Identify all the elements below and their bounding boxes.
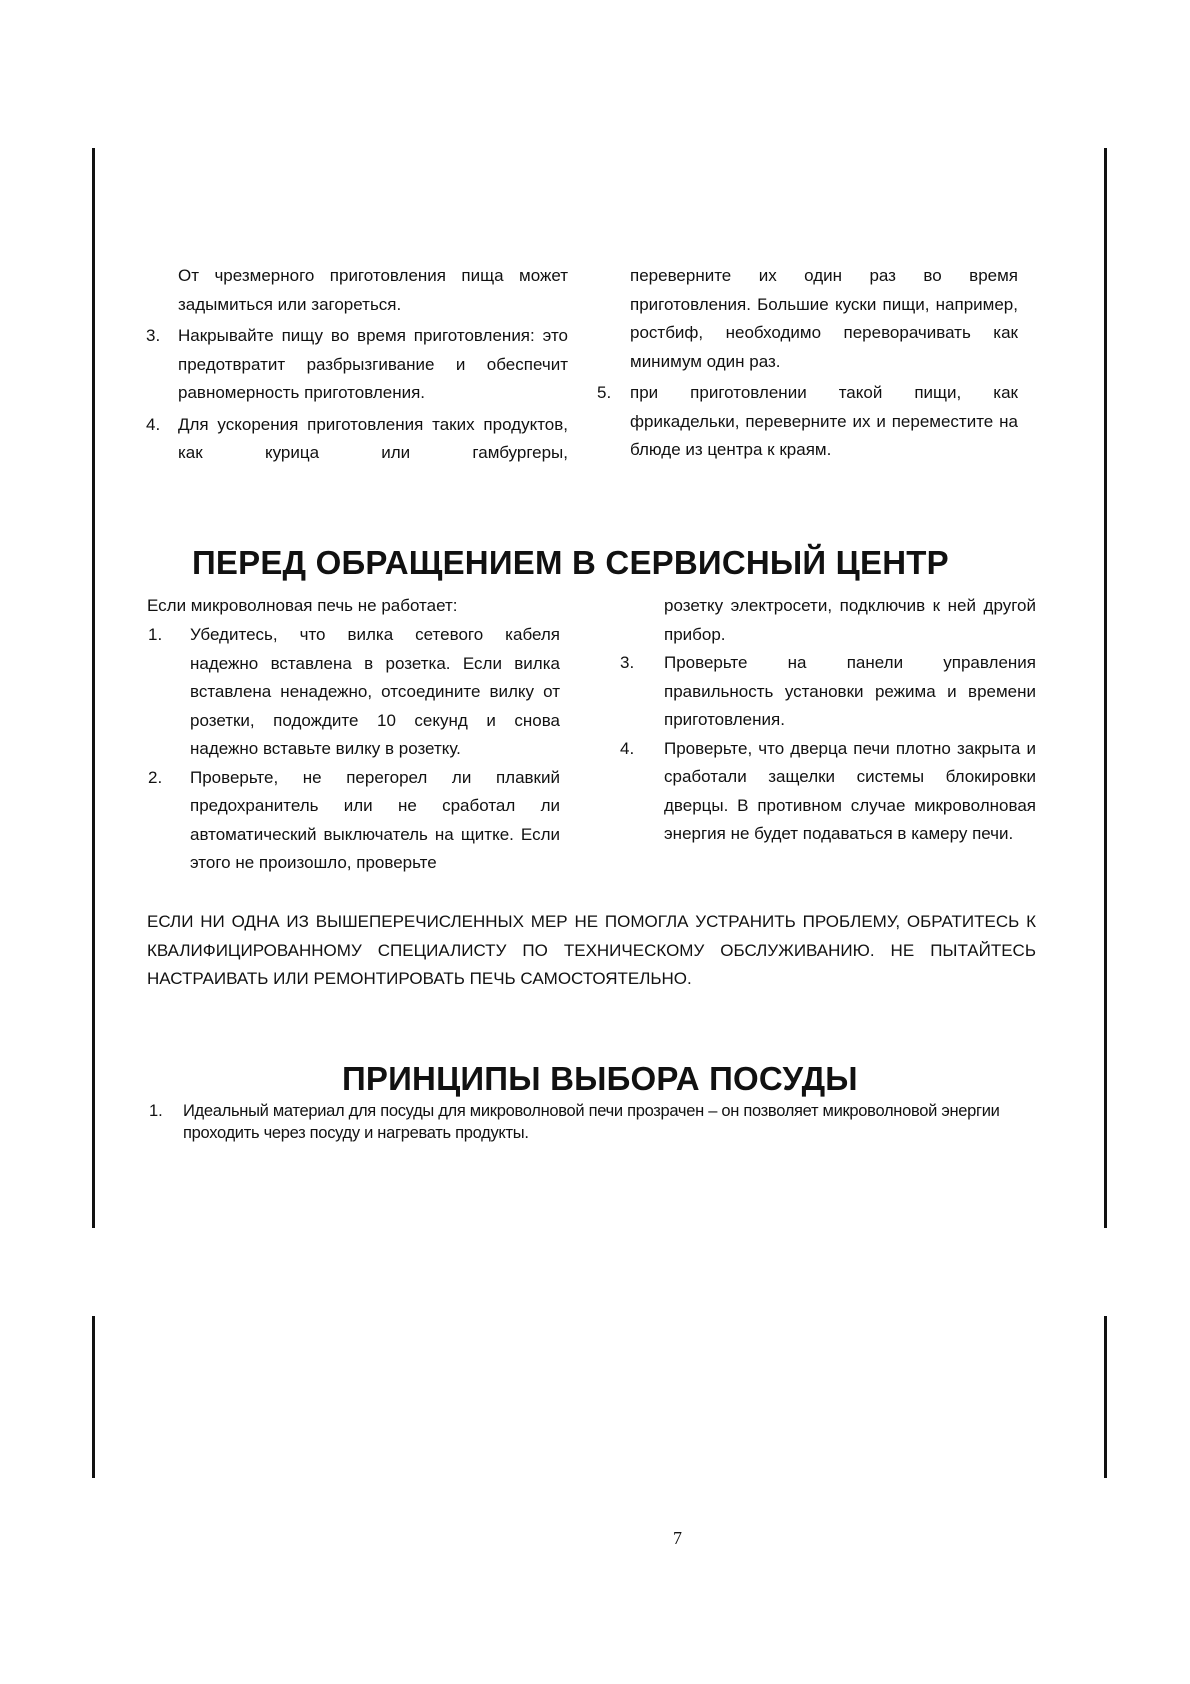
- service-step-text: Проверьте, что дверца печи плотно закрыта и сработали защелки системы блокировки дверцы. В противном случае микроволновая энергия не будет подаваться в камеру печи.: [664, 738, 1036, 843]
- list-item: [620, 649, 1036, 735]
- service-left-column: [148, 621, 560, 878]
- list-item: [620, 735, 1036, 849]
- left-margin-line-bottom: [92, 1316, 95, 1478]
- list-item: [178, 262, 568, 319]
- right-margin-line-top: [1104, 148, 1107, 1228]
- tip-text: переверните их один раз во время приготовления. Большие куски пищи, например, ростбиф, необходимо переворачивать как минимум один раз.: [630, 266, 1018, 371]
- list-number: 1.: [149, 1102, 163, 1120]
- list-item: [148, 764, 560, 878]
- list-item: [149, 1100, 1038, 1144]
- list-number: 4.: [620, 738, 635, 758]
- list-item: [146, 411, 568, 468]
- list-number: 4.: [146, 414, 161, 434]
- list-item: [146, 322, 568, 408]
- tips-right-column: [597, 262, 1018, 465]
- list-item: [664, 592, 1036, 649]
- list-number: 3.: [620, 653, 635, 672]
- list-number: 3.: [146, 326, 161, 345]
- list-item: [630, 262, 1018, 376]
- tip-text: Для ускорения приготовления таких продуктов, как курица или гамбургеры,: [178, 414, 568, 462]
- service-heading: ПЕРЕД ОБРАЩЕНИЕМ В СЕРВИСНЫЙ ЦЕНТР: [192, 544, 949, 581]
- tip-text: при приготовлении такой пищи, как фрикадельки, переверните их и переместите на блюде из центра к краям.: [630, 383, 1018, 459]
- service-step-text: Убедитесь, что вилка сетевого кабеля надежно вставлена в розетка. Если вилка вставлена ненадежно, отсоедините вилку от розетки, подождите 10 секунд и снова надежно вставьте вилку в розетку.: [190, 625, 560, 758]
- service-intro: Если микроволновая печь не работает:: [147, 596, 458, 615]
- tip-text: Накрывайте пищу во время приготовления: это предотвратит разбрызгивание и обеспечит равномерность приготовления.: [178, 326, 568, 402]
- left-margin-line-top: [92, 148, 95, 1228]
- list-item: [148, 621, 560, 764]
- service-step-text: Проверьте, не перегорел ли плавкий предохранитель или не сработал ли автоматический выключатель на щитке. Если этого не произошло, проверьте: [190, 767, 560, 872]
- service-step-text: Проверьте на панели управления правильность установки режима и времени приготовления.: [664, 653, 1036, 729]
- dishes-list: [149, 1100, 1038, 1144]
- tip-text: От чрезмерного приготовления пища может задымиться или загореться.: [178, 266, 568, 314]
- page-number: 7: [673, 1528, 682, 1548]
- service-right-column: [620, 592, 1036, 849]
- list-number: 5.: [597, 383, 612, 402]
- tips-left-column: [146, 262, 568, 468]
- right-margin-line-bottom: [1104, 1316, 1107, 1478]
- dishes-item-text: Идеальный материал для посуды для микроволновой печи прозрачен – он позволяет микроволновой энергии проходить через посуду и нагревать продукты.: [183, 1102, 1000, 1142]
- service-warning: ЕСЛИ НИ ОДНА ИЗ ВЫШЕПЕРЕЧИСЛЕННЫХ МЕР НЕ ПОМОГЛА УСТРАНИТЬ ПРОБЛЕМУ, ОБРАТИТЕСЬ К КВАЛИФИЦИРОВАННОМУ СПЕЦИАЛИСТУ ПО ТЕХНИЧЕСКОМУ ОБСЛУЖИВАНИЮ. НЕ ПЫТАЙТЕСЬ НАСТРАИВАТЬ ИЛИ РЕМОНТИРОВАТЬ ПЕЧЬ САМОСТОЯТЕЛЬНО.: [147, 912, 1036, 988]
- service-step-text: розетку электросети, подключив к ней другой прибор.: [664, 596, 1036, 644]
- dishes-heading: ПРИНЦИПЫ ВЫБОРА ПОСУДЫ: [342, 1060, 858, 1097]
- list-item: [597, 379, 1018, 465]
- list-number: 1.: [148, 625, 163, 644]
- list-number: 2.: [148, 767, 163, 787]
